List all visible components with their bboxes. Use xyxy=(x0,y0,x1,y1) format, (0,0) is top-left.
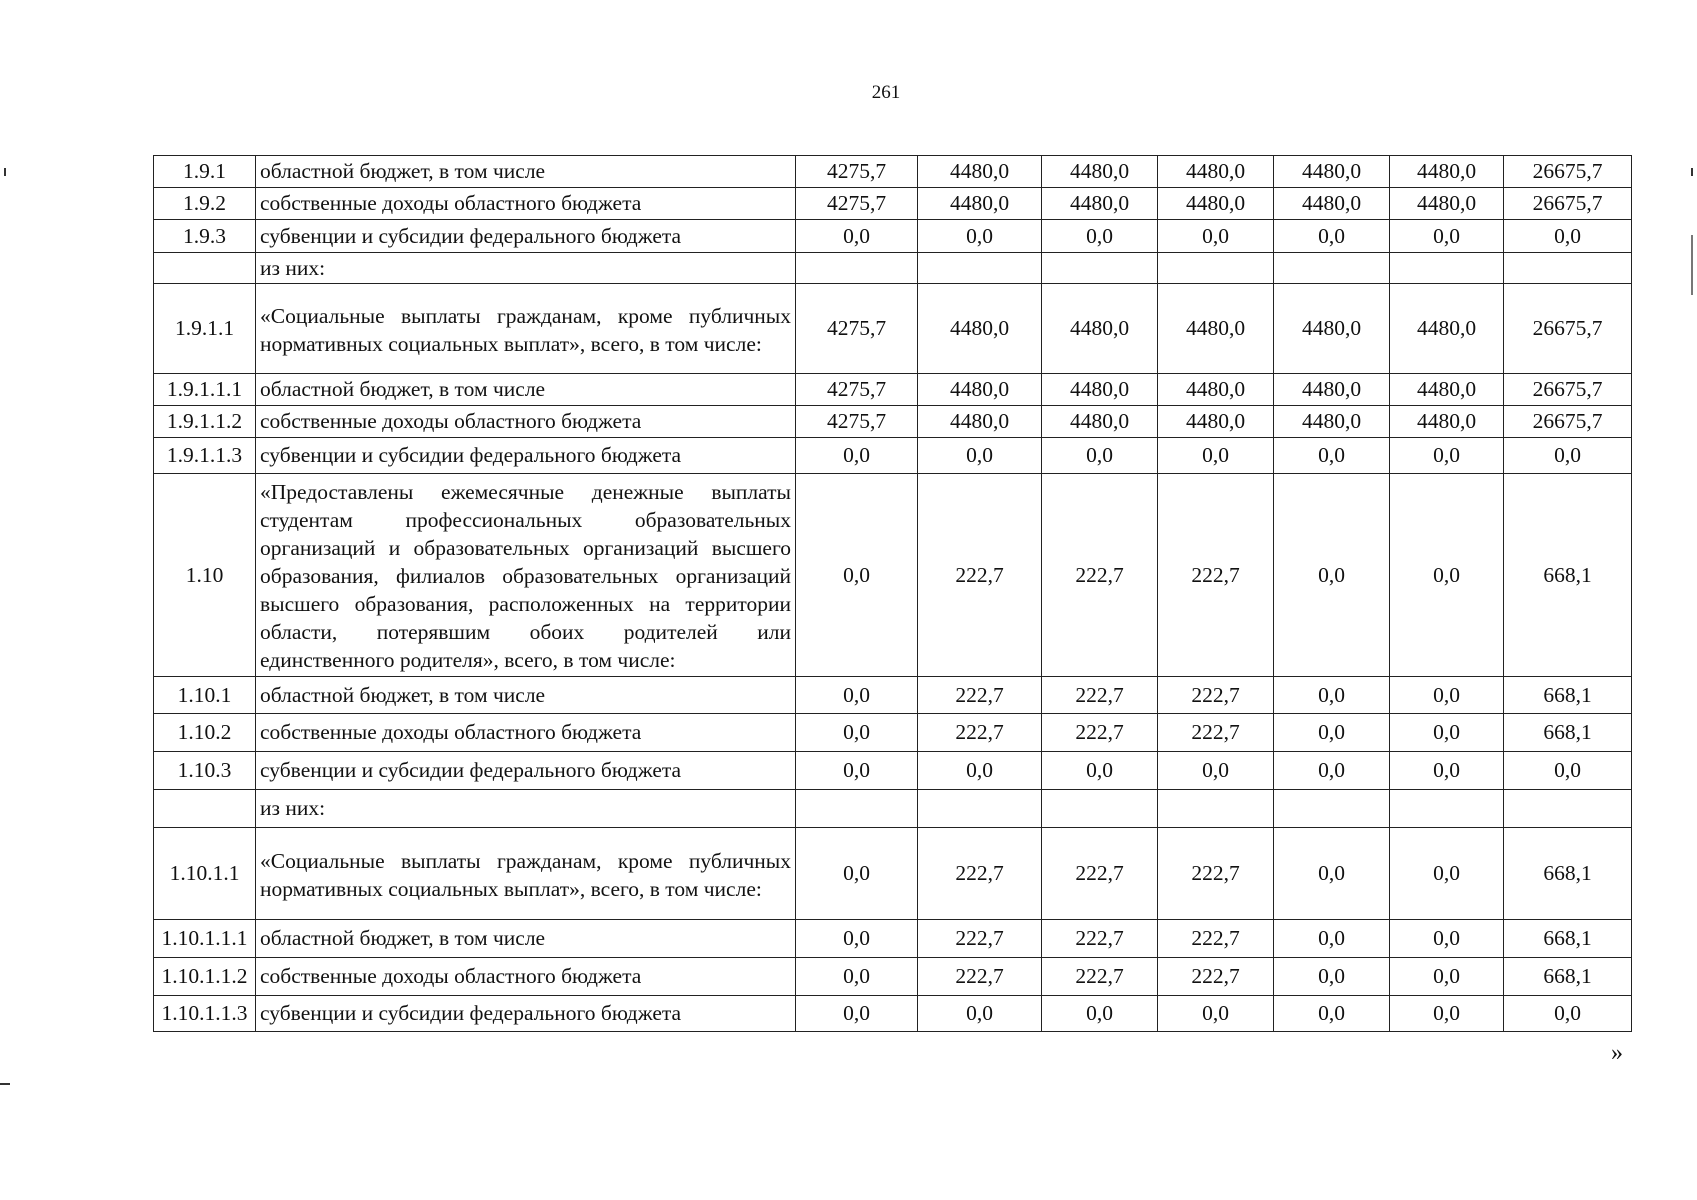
value-cell: 0,0 xyxy=(1274,220,1390,253)
value-cell: 222,7 xyxy=(918,828,1042,920)
value-cell: 4480,0 xyxy=(1158,156,1274,188)
value-cell: 222,7 xyxy=(918,920,1042,958)
value-cell: 4480,0 xyxy=(1042,156,1158,188)
row-code: 1.10 xyxy=(154,474,256,677)
value-cell: 4480,0 xyxy=(1274,406,1390,438)
total-cell: 668,1 xyxy=(1504,958,1632,996)
value-cell: 4480,0 xyxy=(1390,374,1504,406)
row-name: областной бюджет, в том числе xyxy=(256,156,796,188)
value-cell: 222,7 xyxy=(1158,958,1274,996)
row-name: областной бюджет, в том числе xyxy=(256,677,796,714)
value-cell: 222,7 xyxy=(1158,677,1274,714)
closing-quote-mark: » xyxy=(1611,1040,1623,1066)
value-cell: 222,7 xyxy=(918,677,1042,714)
value-cell: 0,0 xyxy=(1274,438,1390,474)
value-cell: 0,0 xyxy=(1390,828,1504,920)
value-cell: 4480,0 xyxy=(1158,374,1274,406)
value-cell xyxy=(918,253,1042,284)
value-cell: 0,0 xyxy=(1390,752,1504,790)
value-cell: 4480,0 xyxy=(1158,188,1274,220)
value-cell xyxy=(1158,790,1274,828)
value-cell: 0,0 xyxy=(1390,220,1504,253)
value-cell: 4480,0 xyxy=(918,284,1042,374)
value-cell: 0,0 xyxy=(918,752,1042,790)
value-cell xyxy=(1158,253,1274,284)
row-code: 1.10.2 xyxy=(154,714,256,752)
value-cell: 4480,0 xyxy=(1274,284,1390,374)
value-cell: 222,7 xyxy=(1042,474,1158,677)
row-name: собственные доходы областного бюджета xyxy=(256,406,796,438)
row-code: 1.10.3 xyxy=(154,752,256,790)
table-row xyxy=(154,677,1632,714)
value-cell: 0,0 xyxy=(1274,828,1390,920)
row-name: «Социальные выплаты гражданам, кроме публичных нормативных социальных выплат», всего, в том числе: xyxy=(256,828,796,920)
total-cell: 0,0 xyxy=(1504,220,1632,253)
value-cell xyxy=(1042,253,1158,284)
table-row xyxy=(154,828,1632,920)
total-cell: 668,1 xyxy=(1504,828,1632,920)
value-cell: 0,0 xyxy=(1042,438,1158,474)
row-name: из них: xyxy=(256,790,796,828)
value-cell: 222,7 xyxy=(918,714,1042,752)
value-cell: 0,0 xyxy=(1158,752,1274,790)
row-name: областной бюджет, в том числе xyxy=(256,920,796,958)
row-code: 1.9.1.1.1 xyxy=(154,374,256,406)
total-cell: 668,1 xyxy=(1504,677,1632,714)
row-name: субвенции и субсидии федерального бюджета xyxy=(256,752,796,790)
table-row xyxy=(154,156,1632,188)
row-name: субвенции и субсидии федерального бюджета xyxy=(256,220,796,253)
value-cell: 4275,7 xyxy=(796,406,918,438)
total-cell: 668,1 xyxy=(1504,714,1632,752)
table-row xyxy=(154,438,1632,474)
value-cell xyxy=(796,790,918,828)
value-cell: 0,0 xyxy=(796,677,918,714)
table-row xyxy=(154,474,1632,677)
value-cell: 0,0 xyxy=(1042,220,1158,253)
margin-scan-mark xyxy=(0,1083,10,1085)
row-code: 1.9.1.1 xyxy=(154,284,256,374)
row-code: 1.9.1.1.2 xyxy=(154,406,256,438)
table-row xyxy=(154,253,1632,284)
value-cell: 4275,7 xyxy=(796,188,918,220)
table-row xyxy=(154,920,1632,958)
value-cell: 0,0 xyxy=(1390,958,1504,996)
total-cell: 26675,7 xyxy=(1504,156,1632,188)
page-number: 261 xyxy=(871,82,901,103)
value-cell xyxy=(1274,790,1390,828)
value-cell: 222,7 xyxy=(1042,920,1158,958)
value-cell: 4480,0 xyxy=(918,406,1042,438)
value-cell: 0,0 xyxy=(918,996,1042,1032)
table-row xyxy=(154,188,1632,220)
value-cell: 4480,0 xyxy=(1042,374,1158,406)
value-cell: 222,7 xyxy=(918,474,1042,677)
table-row xyxy=(154,958,1632,996)
value-cell: 0,0 xyxy=(796,714,918,752)
value-cell: 4480,0 xyxy=(1390,284,1504,374)
row-code: 1.9.2 xyxy=(154,188,256,220)
value-cell: 4275,7 xyxy=(796,284,918,374)
value-cell xyxy=(796,253,918,284)
value-cell: 0,0 xyxy=(1390,920,1504,958)
row-name: собственные доходы областного бюджета xyxy=(256,714,796,752)
value-cell: 0,0 xyxy=(1158,996,1274,1032)
value-cell: 222,7 xyxy=(1042,828,1158,920)
value-cell: 0,0 xyxy=(1274,958,1390,996)
total-cell: 0,0 xyxy=(1504,996,1632,1032)
row-code: 1.10.1.1 xyxy=(154,828,256,920)
total-cell: 26675,7 xyxy=(1504,406,1632,438)
value-cell xyxy=(1390,790,1504,828)
total-cell: 26675,7 xyxy=(1504,188,1632,220)
total-cell: 668,1 xyxy=(1504,474,1632,677)
value-cell xyxy=(1274,253,1390,284)
value-cell: 0,0 xyxy=(796,828,918,920)
value-cell: 222,7 xyxy=(918,958,1042,996)
value-cell: 222,7 xyxy=(1158,828,1274,920)
value-cell: 222,7 xyxy=(1042,677,1158,714)
value-cell: 0,0 xyxy=(1274,474,1390,677)
margin-scan-mark xyxy=(1691,235,1693,295)
value-cell: 222,7 xyxy=(1042,958,1158,996)
value-cell: 4480,0 xyxy=(1042,188,1158,220)
row-name: из них: xyxy=(256,253,796,284)
value-cell: 0,0 xyxy=(1274,996,1390,1032)
value-cell: 0,0 xyxy=(1274,752,1390,790)
table-row xyxy=(154,220,1632,253)
row-name: субвенции и субсидии федерального бюджета xyxy=(256,996,796,1032)
value-cell: 0,0 xyxy=(1158,220,1274,253)
value-cell: 0,0 xyxy=(1274,677,1390,714)
value-cell: 4480,0 xyxy=(1274,188,1390,220)
value-cell: 0,0 xyxy=(796,920,918,958)
row-name: собственные доходы областного бюджета xyxy=(256,188,796,220)
value-cell: 4480,0 xyxy=(1042,284,1158,374)
row-code: 1.9.1.1.3 xyxy=(154,438,256,474)
total-cell: 26675,7 xyxy=(1504,284,1632,374)
value-cell: 0,0 xyxy=(796,752,918,790)
value-cell: 0,0 xyxy=(1390,714,1504,752)
value-cell: 4480,0 xyxy=(918,374,1042,406)
value-cell: 222,7 xyxy=(1158,714,1274,752)
value-cell: 4480,0 xyxy=(1158,406,1274,438)
total-cell: 0,0 xyxy=(1504,752,1632,790)
row-code: 1.10.1 xyxy=(154,677,256,714)
table-row xyxy=(154,752,1632,790)
value-cell: 0,0 xyxy=(1042,752,1158,790)
row-name: «Предоставлены ежемесячные денежные выплаты студентам профессиональных образовательных организаций и образовательных организаций высшего образования, филиалов образовательных организаций высшего образования, расположенных на территории области, потерявшим обоих родителей или единственного родителя», всего, в том числе: xyxy=(256,474,796,677)
value-cell: 0,0 xyxy=(796,996,918,1032)
row-name: собственные доходы областного бюджета xyxy=(256,958,796,996)
value-cell: 4480,0 xyxy=(1390,406,1504,438)
value-cell xyxy=(1390,253,1504,284)
value-cell: 222,7 xyxy=(1158,920,1274,958)
value-cell: 0,0 xyxy=(1274,920,1390,958)
value-cell: 0,0 xyxy=(1274,714,1390,752)
row-code: 1.10.1.1.1 xyxy=(154,920,256,958)
table-row xyxy=(154,790,1632,828)
margin-scan-mark xyxy=(1691,168,1693,176)
table-row xyxy=(154,374,1632,406)
value-cell: 4480,0 xyxy=(1390,156,1504,188)
total-cell: 668,1 xyxy=(1504,920,1632,958)
value-cell: 0,0 xyxy=(796,438,918,474)
value-cell: 4480,0 xyxy=(1274,156,1390,188)
budget-table xyxy=(153,155,1632,1032)
value-cell xyxy=(1042,790,1158,828)
row-code: 1.10.1.1.3 xyxy=(154,996,256,1032)
value-cell: 0,0 xyxy=(918,220,1042,253)
total-cell: 26675,7 xyxy=(1504,374,1632,406)
value-cell: 4480,0 xyxy=(1274,374,1390,406)
table-row xyxy=(154,996,1632,1032)
value-cell: 0,0 xyxy=(1390,474,1504,677)
row-code: 1.9.3 xyxy=(154,220,256,253)
table-row xyxy=(154,406,1632,438)
value-cell: 0,0 xyxy=(1390,438,1504,474)
value-cell: 0,0 xyxy=(796,958,918,996)
value-cell: 4480,0 xyxy=(1390,188,1504,220)
value-cell: 4480,0 xyxy=(1158,284,1274,374)
table-row xyxy=(154,714,1632,752)
row-name: «Социальные выплаты гражданам, кроме публичных нормативных социальных выплат», всего, в том числе: xyxy=(256,284,796,374)
row-code xyxy=(154,253,256,284)
row-code xyxy=(154,790,256,828)
value-cell: 0,0 xyxy=(796,474,918,677)
total-cell xyxy=(1504,790,1632,828)
total-cell: 0,0 xyxy=(1504,438,1632,474)
value-cell: 0,0 xyxy=(796,220,918,253)
value-cell: 4275,7 xyxy=(796,156,918,188)
table-row xyxy=(154,284,1632,374)
value-cell: 222,7 xyxy=(1158,474,1274,677)
total-cell xyxy=(1504,253,1632,284)
value-cell xyxy=(918,790,1042,828)
row-name: субвенции и субсидии федерального бюджета xyxy=(256,438,796,474)
value-cell: 222,7 xyxy=(1042,714,1158,752)
value-cell: 4480,0 xyxy=(918,156,1042,188)
value-cell: 4480,0 xyxy=(1042,406,1158,438)
value-cell: 4480,0 xyxy=(918,188,1042,220)
row-code: 1.10.1.1.2 xyxy=(154,958,256,996)
row-name: областной бюджет, в том числе xyxy=(256,374,796,406)
value-cell: 4275,7 xyxy=(796,374,918,406)
value-cell: 0,0 xyxy=(1390,677,1504,714)
value-cell: 0,0 xyxy=(918,438,1042,474)
value-cell: 0,0 xyxy=(1158,438,1274,474)
value-cell: 0,0 xyxy=(1390,996,1504,1032)
value-cell: 0,0 xyxy=(1042,996,1158,1032)
row-code: 1.9.1 xyxy=(154,156,256,188)
margin-scan-mark xyxy=(4,168,6,176)
